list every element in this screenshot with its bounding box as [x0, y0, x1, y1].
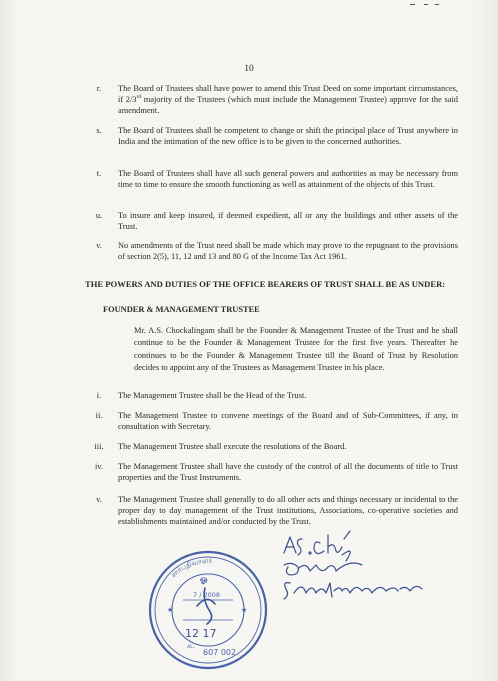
page-number: 10	[244, 64, 254, 74]
founder-paragraph: Mr. A.S. Chockalingam shall be the Founder & Management Trustee of the Trust and he shall continue to be the Founder & Management Trustee for the first five years. Thereafter he continues to be the Founder & Management Trustee till the Board of Trust by Resolution decides to appoint any of the Trustees as Management Trustee in his place.	[134, 326, 458, 373]
svg-text:சு.: சு.	[187, 641, 195, 650]
clause-s	[96, 125, 458, 147]
svg-text:★: ★	[167, 606, 174, 614]
duty-marker: iv.	[94, 462, 104, 471]
section-heading: THE POWERS AND DUTIES OF THE OFFICE BEARERS OF TRUST SHALL BE AS UNDER:	[85, 279, 446, 289]
svg-text:★: ★	[241, 606, 248, 614]
svg-text:607 002: 607 002	[203, 648, 237, 657]
svg-text:ஓ: ஓ	[200, 575, 208, 585]
svg-text:12 17: 12 17	[185, 627, 217, 640]
duty-marker: ii.	[95, 411, 103, 420]
duty-ii	[95, 410, 458, 432]
duty-text: The Management Trustee shall have the custody of the control of all the documents of title to Trust properties and the Trust Instruments.	[118, 462, 458, 483]
duty-text: The Management Trustee shall be the Head of the Trust.	[118, 391, 307, 400]
duty-marker: i.	[96, 391, 102, 400]
clause-marker: t.	[96, 169, 102, 178]
clause-text: To insure and keep insured, if deemed expedient, all or any the buildings and other assets of the Trust.	[118, 211, 458, 232]
scan-artifact-mark	[410, 3, 440, 6]
clause-text: The Board of Trustees shall have power to amend this Trust Deed on some important circumstances, if 2/3rd majority of the Trustees (which must include the Management Trustee) approve for the said amendment.	[118, 84, 458, 116]
clause-u	[95, 210, 458, 232]
duty-text: The Management Trustee shall generally to do all other acts and things necessary or incidental to the proper day to day management of the Trust institutions, Associations, co-operative societies and establishments maintained and/or conducted by the Trust.	[118, 495, 458, 527]
clause-text: No amendments of the Trust need shall be made which may prove to the repugnant to the provisions of section 2(5), 11, 12 and 13 and 80 G of the Income Tax Act 1961.	[118, 241, 458, 262]
duty-marker: v.	[96, 495, 102, 504]
duty-iii	[94, 441, 458, 452]
duty-v	[96, 494, 458, 528]
svg-text:சார்பதிவாளர்: சார்பதிவாளர்	[169, 556, 213, 580]
duty-marker: iii.	[94, 442, 104, 451]
clause-marker: v.	[96, 241, 102, 250]
duty-i	[96, 390, 458, 401]
trustee-signatures	[276, 525, 436, 625]
clause-text: The Board of Trustees shall be competent to change or shift the principal place of Trust anywhere in India and the intimation of the new office is to be given to the concerned authorities.	[118, 126, 458, 147]
svg-text:7 / 2008: 7 / 2008	[193, 591, 220, 599]
sub-heading: FOUNDER & MANAGEMENT TRUSTEE	[103, 305, 260, 314]
clause-text: The Board of Trustees shall have all such general powers and authorities as may be necessary from time to time to ensure the smooth functioning as well as attainment of the objects of this Trust.	[118, 169, 458, 190]
clause-marker: u.	[95, 211, 103, 220]
clause-v	[96, 240, 458, 262]
duty-iv	[94, 461, 458, 483]
clause-r	[96, 83, 458, 117]
registration-stamp	[145, 548, 271, 672]
duty-text: The Management Trustee to convene meetings of the Board and of Sub-Committees, if any, in consultation with Secretary.	[118, 411, 458, 432]
clause-marker: s.	[96, 126, 102, 135]
clause-marker: r.	[96, 84, 102, 93]
clause-t	[96, 168, 458, 190]
duty-text: The Management Trustee shall execute the resolutions of the Board.	[118, 442, 347, 451]
